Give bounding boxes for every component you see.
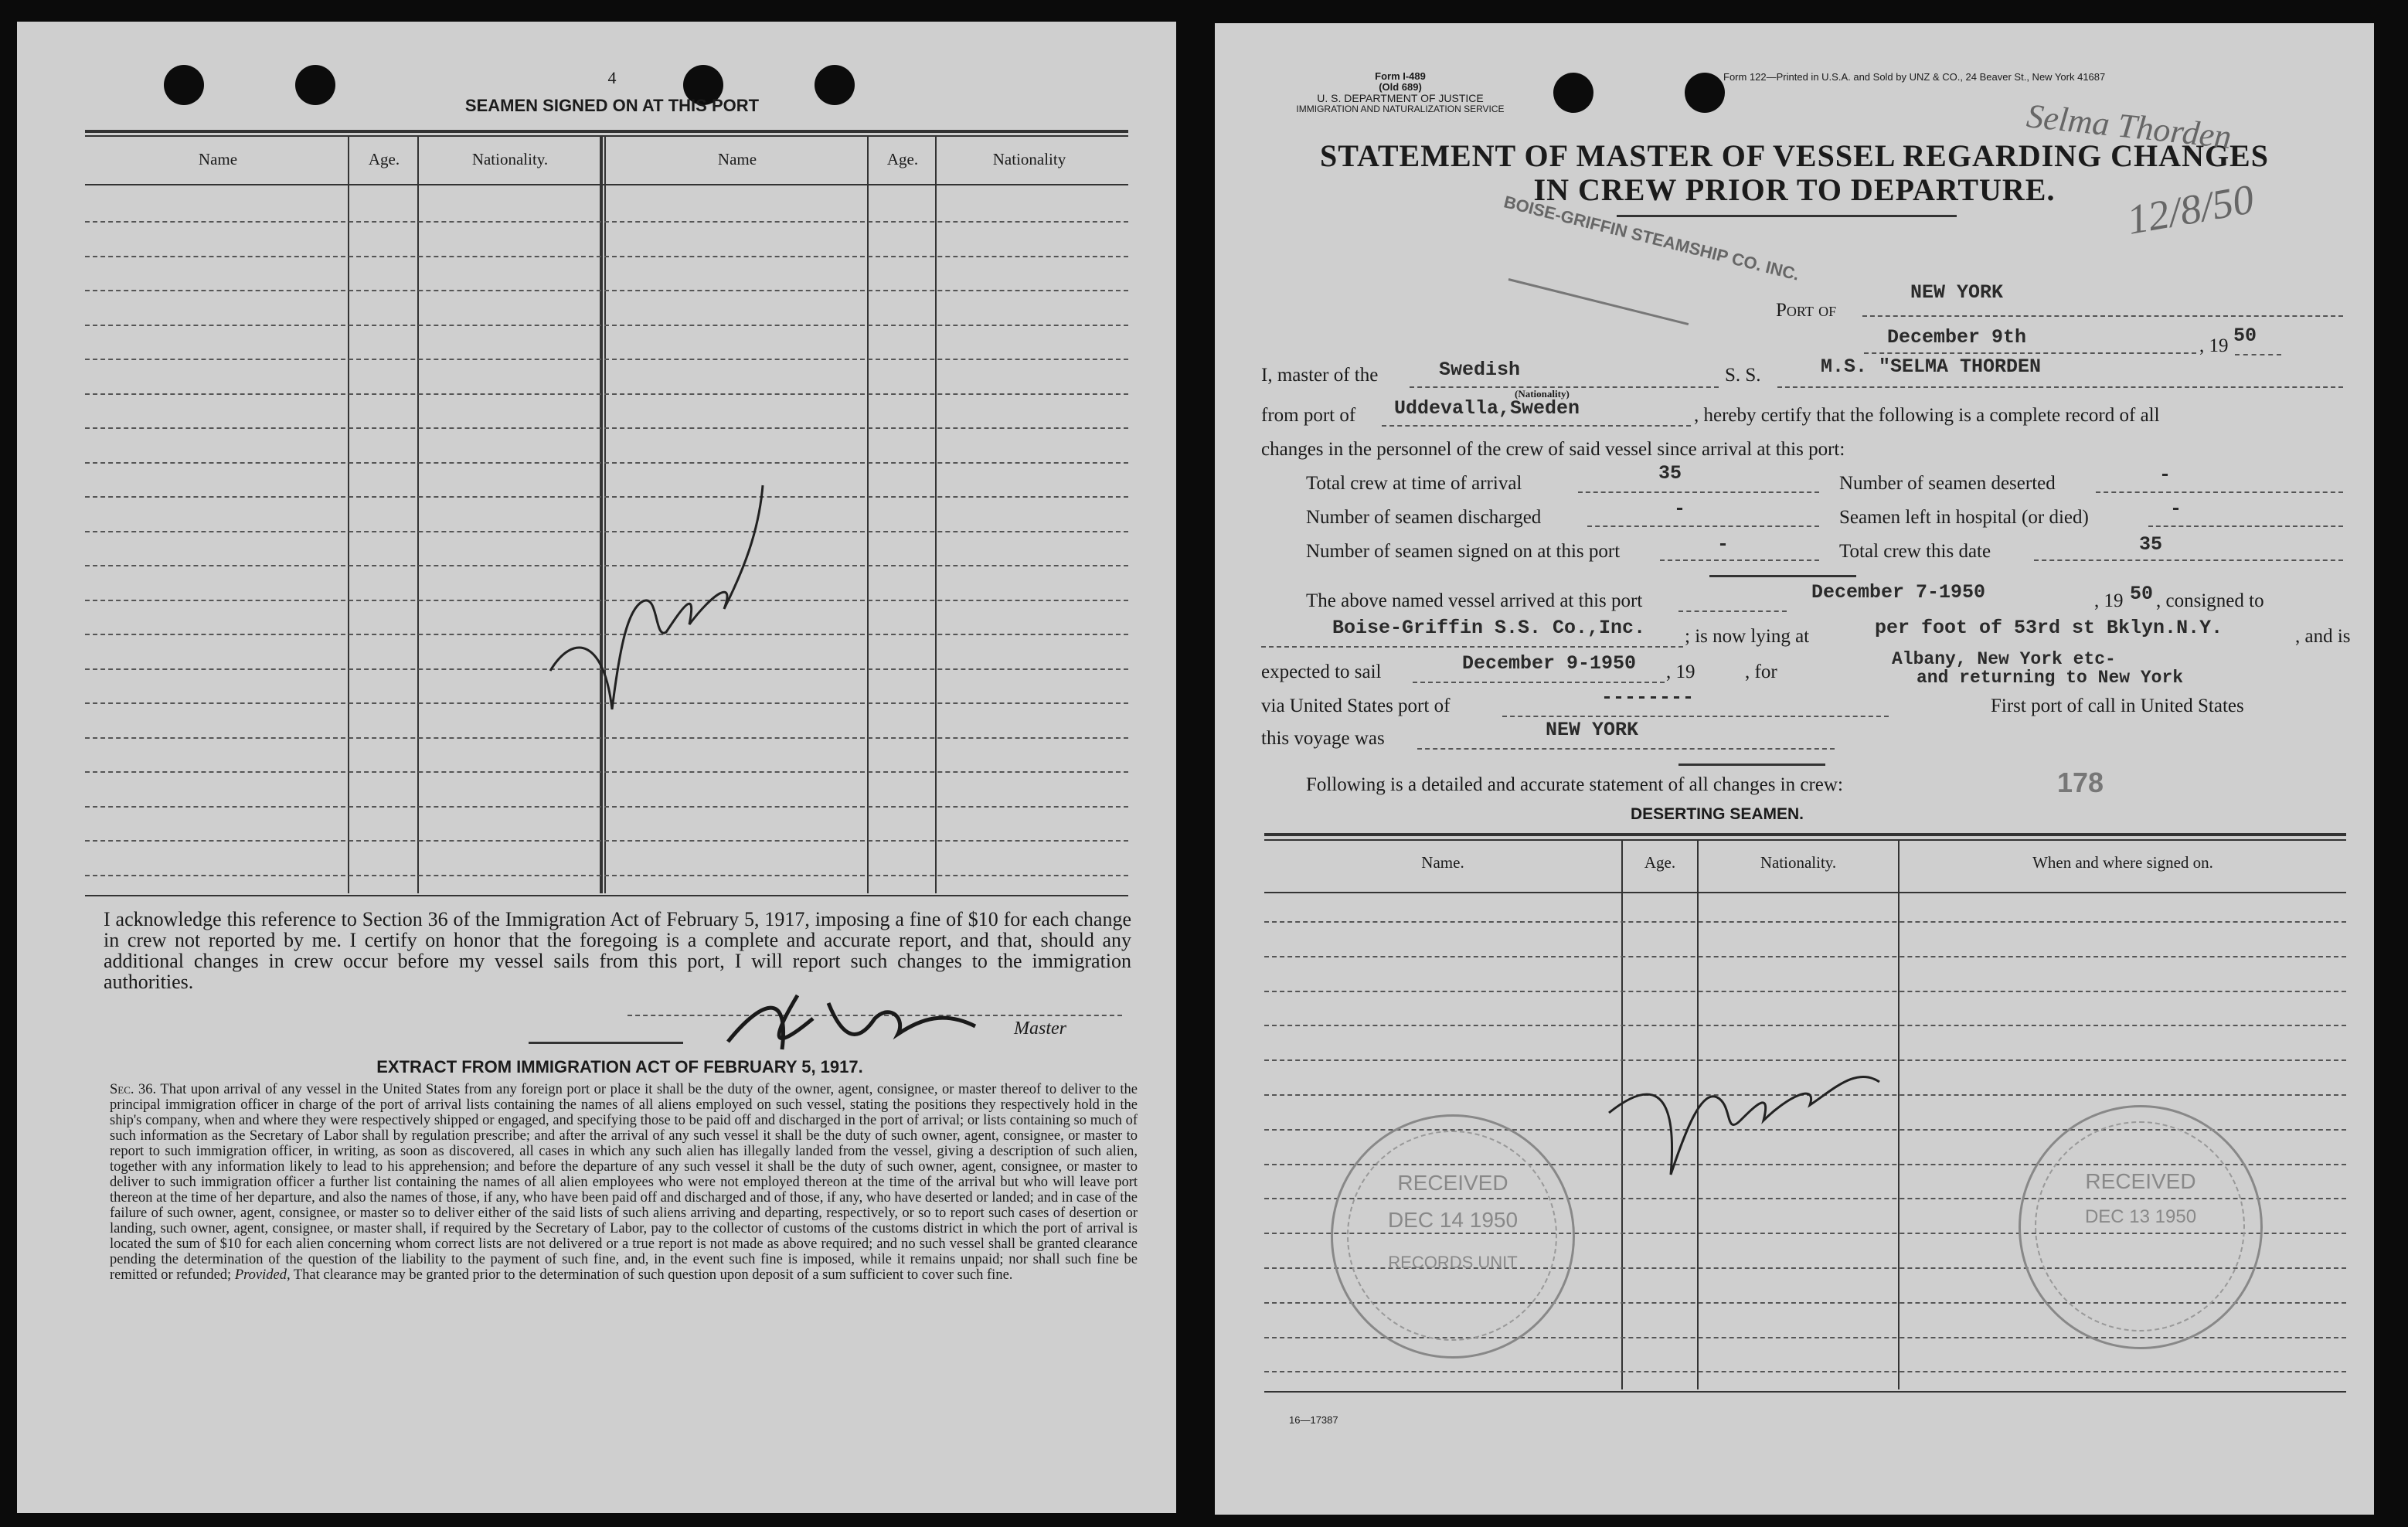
handwritten-date: 12/8/50 [2124,175,2257,243]
ruled-row-line [85,221,1128,223]
year-prefix: , 19 [2199,335,2229,356]
via-label: via United States port of [1261,695,1451,716]
acknowledgement-text: I acknowledge this reference to Section 36 of the Immigration Act of February 5, 1917, imposing a fine of $10 for each change in crew not reported by me. I certify on honor that the foregoing is a complete and accurate report, and that, should any additional changes in crew occur before my vessel sails from this port, I will report such changes to the immigration authorities. [104,908,1131,993]
handwritten-none-mark [1601,1036,1895,1190]
ruled-row-line [85,875,1128,876]
section-body: That upon arrival of any vessel in the United States from any foreign port or place it shall be the duty of the owner, agent, consignee, or master thereof to deliver to the principal immigration officer in charge of the port of arrival lists containing the names of all aliens employed on such vessel, stating the positions they respectively hold in the ship's company, when and where they were respectively shipped or engaged, and specifying those to be paid off and discharged in the port of arrival; or lists containing so much of such information as the Secretary of Labor shall by regulation prescribe; and after the arrival of any such vessel it shall be the duty of such owner, agent, consignee, or master to report to such immigration officer, in writing, as soon as discovered, all cases in which any such alien has illegally landed from the vessel, giving a description of such alien, together with any information likely to lead to his apprehension; and before the departure of any such vessel it shall be the duty of such owner, agent, consignee, or master to deliver to such immigration officer a further list containing the names of all alien employees who were not employed thereon at the time of the arrival but who will leave port thereon at the time of her departure, and also the names of those, if any, who have been paid off and discharged and of those, if any, who have deserted or landed; and in case of the failure of such owner, agent, consignee, or master so to deliver either of the said lists of such aliens arriving and departing, respectively, or so to report such cases of desertion or landing, such owner, agent, consignee, or master shall, if required by the Secretary of Labor, pay to the collector of customs of the customs district in which the port of arrival is located the sum of $10 for each alien concerning whom correct lists are not delivered or a true report is not made as above required; and no such vessel shall be granted clearance pending the determination of the question of the liability to the payment of such fine, and, in the event such fine is imposed, while it remains unpaid; nor shall such fine be remitted or refunded; [110,1082,1138,1283]
changes-text: changes in the personnel of the crew of said vessel since arrival at this port: [1261,439,1845,460]
from-port-label: from port of [1261,405,1356,426]
section-tail: That clearance may be granted prior to the determination of such question upon deposit of a sum sufficient to cover such fine. [293,1267,1013,1283]
ruled-row-line [1264,921,2346,923]
signed-on-value: - [1717,533,1729,556]
ruled-row-line [85,359,1128,360]
column-header-name: Name. [1421,853,1464,872]
ruled-row-line [85,325,1128,326]
voyage-label: this voyage was [1261,728,1385,749]
column-header-nationality: Nationality. [1760,853,1837,872]
arrived-label: The above named vessel arrived at this port [1306,590,1643,611]
punch-hole [1685,73,1725,113]
service: IMMIGRATION AND NATURALIZATION SERVICE [1296,104,1505,114]
via-value: -------- [1601,686,1695,709]
ruled-row-line [85,256,1128,257]
from-port-value: Uddevalla,Sweden [1394,397,1580,420]
right-page [1215,23,2374,1515]
punch-hole [1553,73,1593,113]
for-label: , for [1745,661,1777,682]
ruled-row-line [85,840,1128,842]
arrived-value: December 7-1950 [1811,581,1986,604]
certify-text: , hereby certify that the following is a complete record of all [1694,405,2160,426]
nationality-value: Swedish [1439,359,1521,381]
expected-value: December 9-1950 [1462,652,1637,675]
total-crew-date-value: 35 [2139,533,2163,556]
column-header-age: Age. [368,150,400,168]
title-line-2: IN CREW PRIOR TO DEPARTURE. [1533,172,2056,207]
total-crew-date-label: Total crew this date [1839,541,1991,562]
voyage-value: NEW YORK [1546,719,1639,741]
column-header-when-where: When and where signed on. [2032,853,2213,872]
discharged-label: Number of seamen discharged [1306,507,1542,528]
master-label: I, master of the [1261,365,1379,386]
form-old-number: (Old 689) [1379,81,1422,93]
stamp-number: 178 [2057,767,2104,798]
hospital-label: Seamen left in hospital (or died) [1839,507,2089,528]
handwritten-ship-name: Selma Thorden [2025,97,2233,156]
ruled-row-line [85,290,1128,291]
hospital-value: - [2170,498,2182,520]
column-header-age: Age. [886,150,919,168]
department: U. S. DEPARTMENT OF JUSTICE [1317,92,1484,104]
consigned-label: , consigned to [2156,590,2264,611]
ruled-row-line [1264,956,2346,957]
deserted-label: Number of seamen deserted [1839,473,2056,494]
nationality-caption: (Nationality) [1515,388,1570,400]
destination-line-2: and returning to New York [1917,668,2184,688]
port-value: NEW YORK [1910,281,2004,304]
column-header-name: Name [198,150,238,168]
received-stamp-records-unit [1331,1114,1575,1359]
ruled-row-line [1264,1371,2346,1372]
stamp-label: RECEIVED [1397,1171,1508,1195]
expected-label: expected to sail [1261,661,1382,682]
form-id-block [1246,71,1555,114]
stamp-label: RECEIVED [2085,1169,2196,1193]
ss-label: S. S. [1725,365,1761,386]
title-line-1: STATEMENT OF MASTER OF VESSEL REGARDING CHANGES [1320,138,2269,173]
and-is: , and is [2295,626,2351,647]
ruled-row-line [85,427,1128,429]
arrived-year-value: 50 [2130,583,2154,605]
section-36-text [110,1082,1138,1283]
following-label: Following is a detailed and accurate statement of all changes in crew: [1306,774,1843,795]
year-value: 50 [2233,325,2257,347]
signature-role: Master [1014,1019,1066,1039]
ruled-row-line [1264,991,2346,992]
arrived-year-prefix: , 19 [2094,590,2124,611]
total-crew-arrival-value: 35 [1658,462,1682,485]
lying-value: per foot of 53rd st Bklyn.N.Y. [1875,617,2223,639]
stamp-unit: RECORDS UNIT [1388,1253,1518,1272]
total-crew-arrival-label: Total crew at time of arrival [1306,473,1522,494]
vessel-value: M.S. "SELMA THORDEN [1821,355,2042,378]
signed-on-label: Number of seamen signed on at this port [1306,541,1621,562]
discharged-value: - [1674,498,1686,520]
consignee-value: Boise-Griffin S.S. Co.,Inc. [1332,617,1646,639]
destination-line-1: Albany, New York etc- [1892,649,2116,669]
printer-note: Form 122—Printed in U.S.A. and Sold by UNZ & CO., 24 Beaver St., New York 41687 [1723,71,2106,83]
date-value: December 9th [1887,326,2027,349]
page-number: 4 [607,68,617,87]
column-header-nationality: Nationality [992,150,1066,168]
column-header-name: Name [717,150,757,168]
column-header-age: Age. [1644,853,1676,872]
handwritten-none-mark [512,454,782,748]
lying-label: ; is now lying at [1685,626,1810,647]
expected-year: , 19 [1666,661,1695,682]
company-stamp: BOISE-GRIFFIN STEAMSHIP CO. INC. [1502,192,1802,284]
extract-title: EXTRACT FROM IMMIGRATION ACT OF FEBRUARY 5, 1917. [376,1057,863,1076]
ruled-row-line [85,806,1128,808]
section-label: Sec. 36. [110,1082,157,1097]
section-title: SEAMEN SIGNED ON AT THIS PORT [464,96,760,115]
footer-code: 16—17387 [1289,1414,1338,1426]
deserting-title: DESERTING SEAMEN. [1630,805,1804,823]
ruled-row-line [85,393,1128,395]
section-provided: Provided, [234,1267,291,1283]
ruled-row-line [85,771,1128,773]
ruled-row-line [1264,1025,2346,1026]
punch-hole [164,65,204,105]
stamp-date: DEC 14 1950 [1387,1208,1519,1232]
column-header-nationality: Nationality. [471,150,549,168]
stamp-date: DEC 13 1950 [2084,1206,2197,1227]
form-number: Form I-489 [1375,70,1426,82]
left-page [17,22,1176,1513]
deserted-value: - [2159,464,2172,486]
first-port-label: First port of call in United States [1991,695,2244,716]
port-label: Port of [1776,300,1837,321]
received-stamp [2019,1105,2263,1349]
